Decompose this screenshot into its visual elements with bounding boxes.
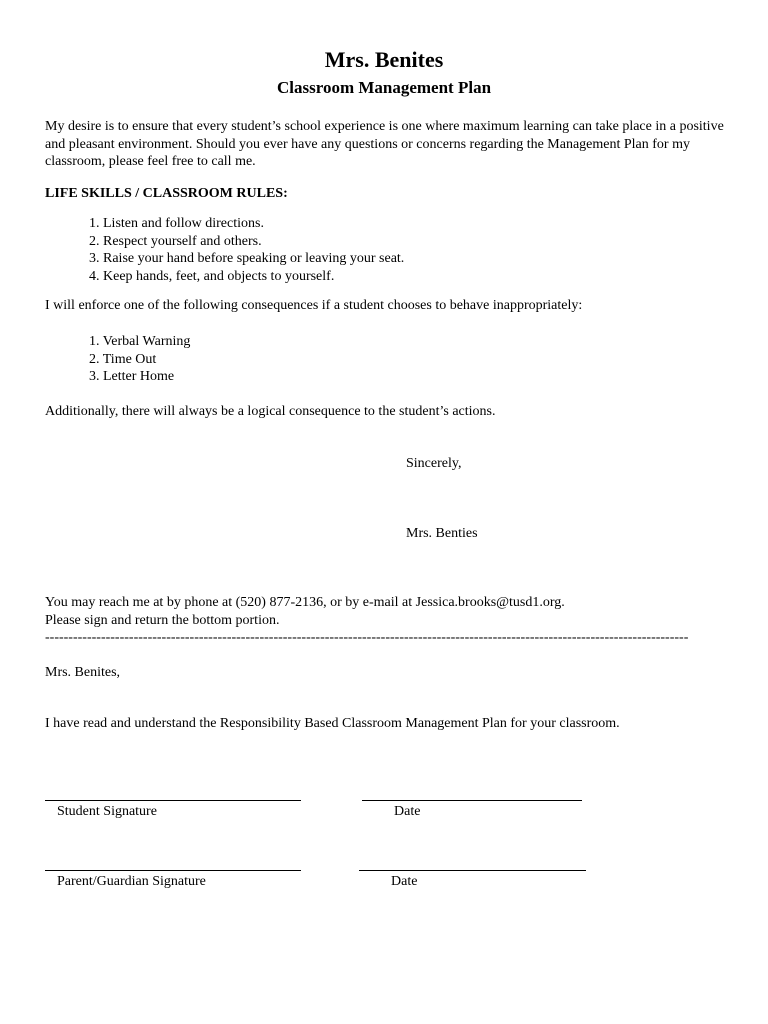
consequences-intro: I will enforce one of the following consequences if a student chooses to behave inappropriately: xyxy=(45,298,583,313)
slip-salutation: Mrs. Benites, xyxy=(45,665,121,680)
rule-item: 3. Raise your hand before speaking or leaving your seat. xyxy=(89,251,405,266)
valediction: Sincerely, xyxy=(406,456,462,471)
rules-heading: LIFE SKILLS / CLASSROOM RULES: xyxy=(45,186,288,201)
contact-line: You may reach me at by phone at (520) 877-2136, or by e-mail at Jessica.brooks@tusd1.org. xyxy=(45,595,565,610)
return-instruction: Please sign and return the bottom portion. xyxy=(45,613,280,628)
page-title: Mrs. Benites xyxy=(324,47,444,72)
rule-item: 4. Keep hands, feet, and objects to yourself. xyxy=(89,268,335,284)
rules-list xyxy=(89,215,404,285)
page-subtitle: Classroom Management Plan xyxy=(276,78,492,97)
intro-paragraph: My desire is to ensure that every student’s school experience is one where maximum learning can take place in a positive and pleasant environment. Should you ever have any questions or concerns regarding the Management Plan for my classroom, please feel free to call me. xyxy=(45,119,724,169)
student-signature-label: Student Signature xyxy=(57,804,157,819)
additional-note: Additionally, there will always be a logical consequence to the student’s actions. xyxy=(45,404,496,419)
signature-name: Mrs. Benties xyxy=(406,526,478,541)
student-date-line[interactable] xyxy=(362,800,582,801)
parent-date-label: Date xyxy=(391,874,418,889)
parent-signature-label: Parent/Guardian Signature xyxy=(57,874,206,889)
parent-signature-line[interactable] xyxy=(45,870,301,871)
consequences-list xyxy=(89,333,190,386)
consequence-item: 2. Time Out xyxy=(89,351,157,367)
parent-date-line[interactable] xyxy=(359,870,586,871)
rule-item: 1. Listen and follow directions. xyxy=(89,216,264,231)
consequence-item: 1. Verbal Warning xyxy=(89,334,191,349)
student-signature-line[interactable] xyxy=(45,800,301,801)
slip-statement: I have read and understand the Responsibility Based Classroom Management Plan for your classroom. xyxy=(45,716,620,731)
rule-item: 2. Respect yourself and others. xyxy=(89,233,262,249)
cut-line-separator: ------------------------------------------------------------------------------------------------------------------------------------------ xyxy=(45,630,689,645)
consequence-item: 3. Letter Home xyxy=(89,369,175,384)
student-date-label: Date xyxy=(394,804,421,819)
